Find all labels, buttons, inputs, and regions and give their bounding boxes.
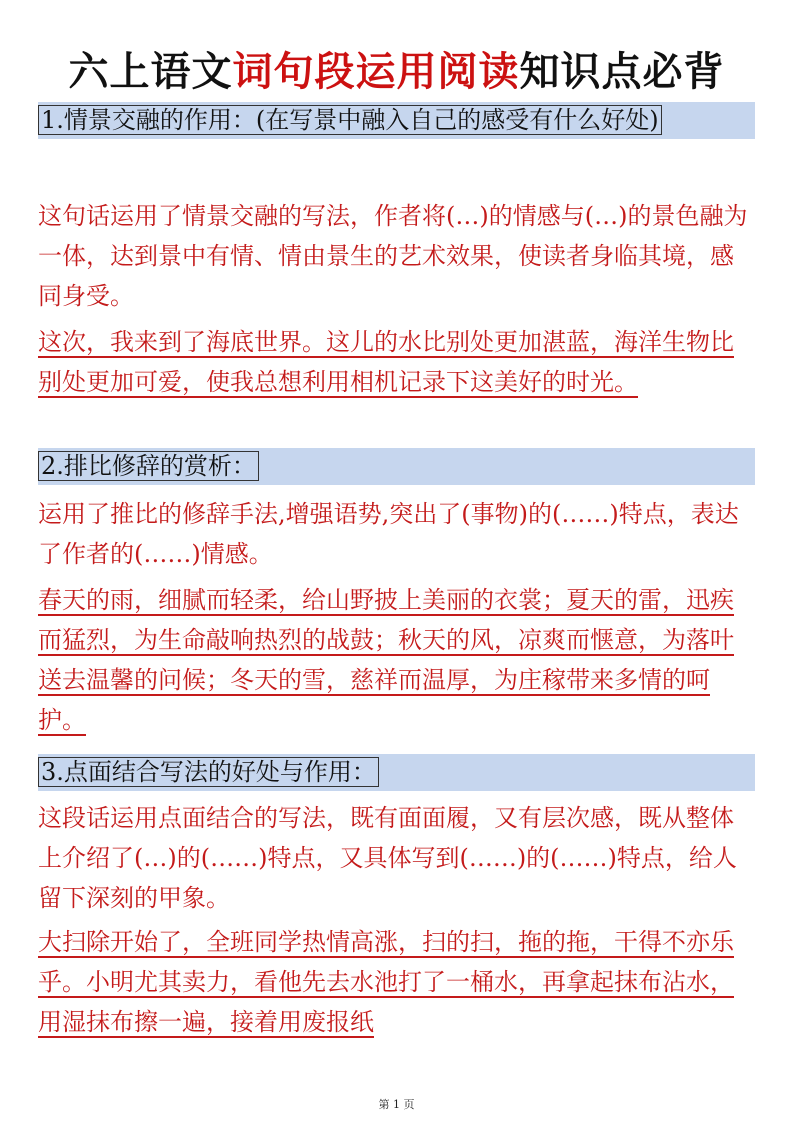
section-3-heading-text: 3.点面结合写法的好处与作用： <box>38 757 379 787</box>
section-2-example-text: 春天的雨，细腻而轻柔，给山野披上美丽的衣裳；夏天的雷，迅疾而猛烈，为生命敲响热烈的战鼓；秋天的风，凉爽而惬意，为落叶送去温馨的问候；冬天的雪，慈祥而温厚，为庄稼带来多情的呵护。 <box>38 586 734 734</box>
page-title <box>0 44 793 100</box>
section-3-explanation: 这段话运用点面结合的写法，既有面面履，又有层次感，既从整体上介绍了(…)的(……)特点，又具体写到(……)的(……)特点，给人留下深刻的甲象。 <box>38 804 737 912</box>
section-1-example <box>38 322 755 402</box>
section-2-example <box>38 580 755 740</box>
section-1-explanation: 这句话运用了情景交融的写法，作者将(…)的情感与(…)的景色融为一体，达到景中有情、情由景生的艺术效果，使读者身临其境，感同身受。 <box>38 202 748 310</box>
section-1-heading <box>38 102 755 139</box>
title-part-2: 词句段运用阅读 <box>232 49 520 95</box>
section-2-heading <box>38 448 755 485</box>
page-number: 第 1 页 <box>378 1098 415 1111</box>
title-part-3: 知识点必背 <box>519 49 725 95</box>
section-2-explanation: 运用了推比的修辞手法,增强语势,突出了(事物)的(……)特点，表达了作者的(……)情感。 <box>38 500 739 568</box>
section-1-example-text: 这次，我来到了海底世界。这儿的水比别处更加湛蓝，海洋生物比别处更加可爱，使我总想利用相机记录下这美好的时光。 <box>38 328 734 396</box>
section-3-example-text: 大扫除开始了，全班同学热情高涨，扫的扫，拖的拖，干得不亦乐乎。小明尤其卖力，看他先去水池打了一桶水，再拿起抹布沾水，用湿抹布擦一遍，接着用废报纸 <box>38 928 734 1036</box>
section-3-example <box>38 922 755 1042</box>
section-3-heading <box>38 754 755 791</box>
section-1-heading-text: 1.情景交融的作用：(在写景中融入自己的感受有什么好处) <box>38 105 662 135</box>
section-2-heading-text: 2.排比修辞的赏析： <box>38 451 259 481</box>
title-part-1: 六上语文 <box>68 49 233 95</box>
